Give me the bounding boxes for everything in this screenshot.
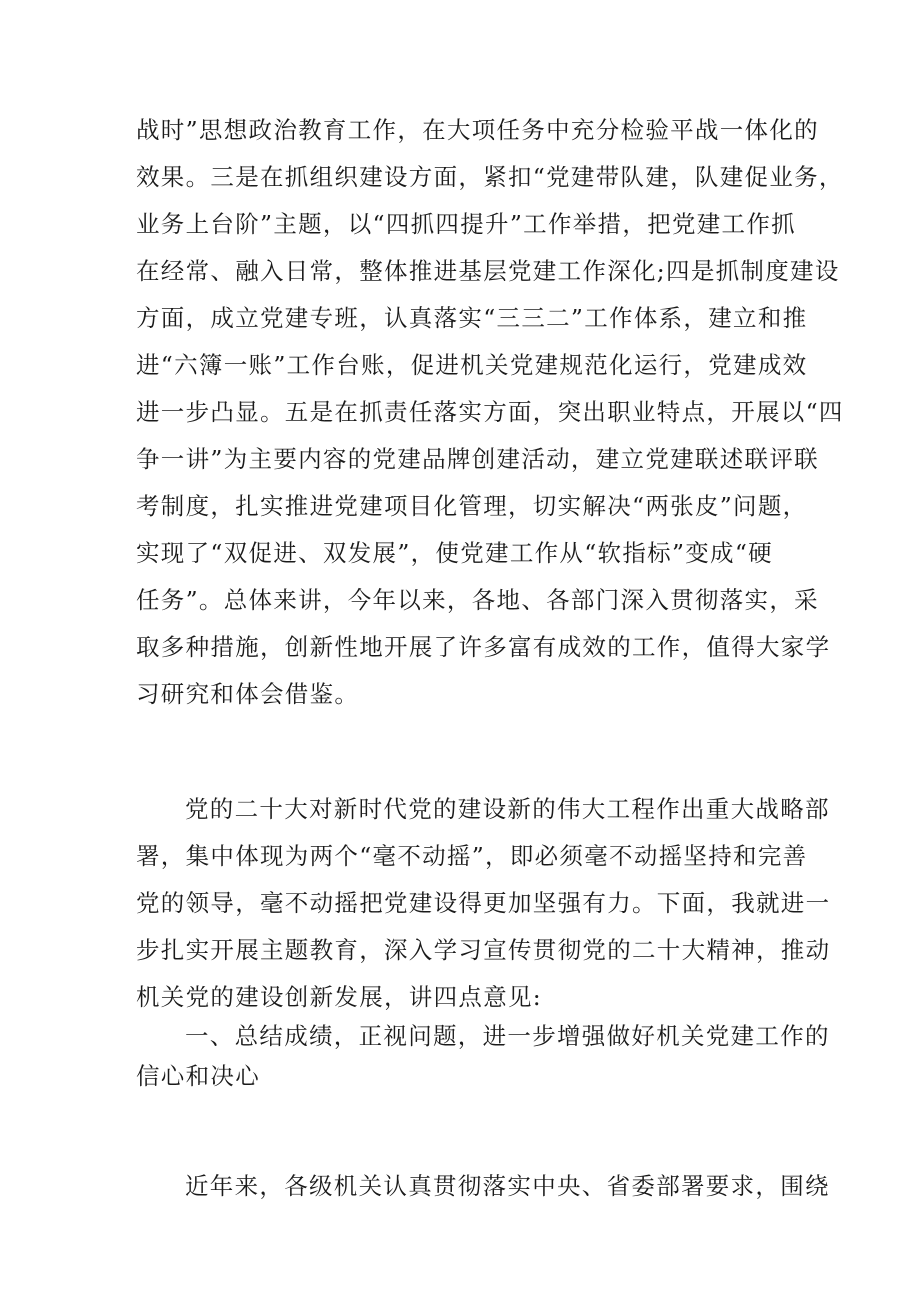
heading-line: 一、总结成绩，正视问题，进一步增强做好机关党建工作的 bbox=[185, 1022, 830, 1050]
text-line: 步扎实开展主题教育，深入学习宣传贯彻党的二十大精神，推动 bbox=[136, 936, 831, 964]
heading-line: 信心和决心 bbox=[136, 1062, 260, 1090]
text-line: 进“六簿一账”工作台账，促进机关党建规范化运行，党建成效 bbox=[136, 351, 808, 379]
text-line: 取多种措施，创新性地开展了许多富有成效的工作，值得大家学 bbox=[136, 633, 831, 661]
text-line: 署，集中体现为两个“毫不动摇”，即必须毫不动摇坚持和完善 bbox=[136, 842, 808, 870]
text-line: 习研究和体会借鉴。 bbox=[136, 680, 360, 708]
text-line: 效果。三是在抓组织建设方面，紧扣“党建带队建，队建促业务， bbox=[136, 163, 844, 191]
text-line: 方面，成立党建专班，认真落实“三三二”工作体系，建立和推 bbox=[136, 304, 808, 332]
text-line: 近年来，各级机关认真贯彻落实中央、省委部署要求，围绕 bbox=[185, 1172, 830, 1200]
text-line: 考制度，扎实推进党建项目化管理，切实解决“两张皮”问题， bbox=[136, 492, 808, 520]
text-line: 党的二十大对新时代党的建设新的伟大工程作出重大战略部 bbox=[185, 795, 830, 823]
text-line: 实现了“双促进、双发展”，使党建工作从“软指标”变成“硬 bbox=[136, 539, 773, 567]
text-line: 战时”思想政治教育工作，在大项任务中充分检验平战一体化的 bbox=[136, 116, 819, 144]
text-line: 在经常、融入日常，整体推进基层党建工作深化;四是抓制度建设 bbox=[136, 257, 840, 285]
text-line: 进一步凸显。五是在抓责任落实方面，突出职业特点，开展以“四 bbox=[136, 398, 844, 426]
text-line: 争一讲”为主要内容的党建品牌创建活动，建立党建联述联评联 bbox=[136, 445, 819, 473]
text-line: 业务上台阶”主题，以“四抓四提升”工作举措，把党建工作抓 bbox=[136, 210, 796, 238]
text-line: 任务”。总体来讲，今年以来，各地、各部门深入贯彻落实，采 bbox=[136, 586, 819, 614]
text-line: 机关党的建设创新发展，讲四点意见: bbox=[136, 983, 543, 1011]
text-line: 党的领导，毫不动摇把党建设得更加坚强有力。下面，我就进一 bbox=[136, 889, 831, 917]
